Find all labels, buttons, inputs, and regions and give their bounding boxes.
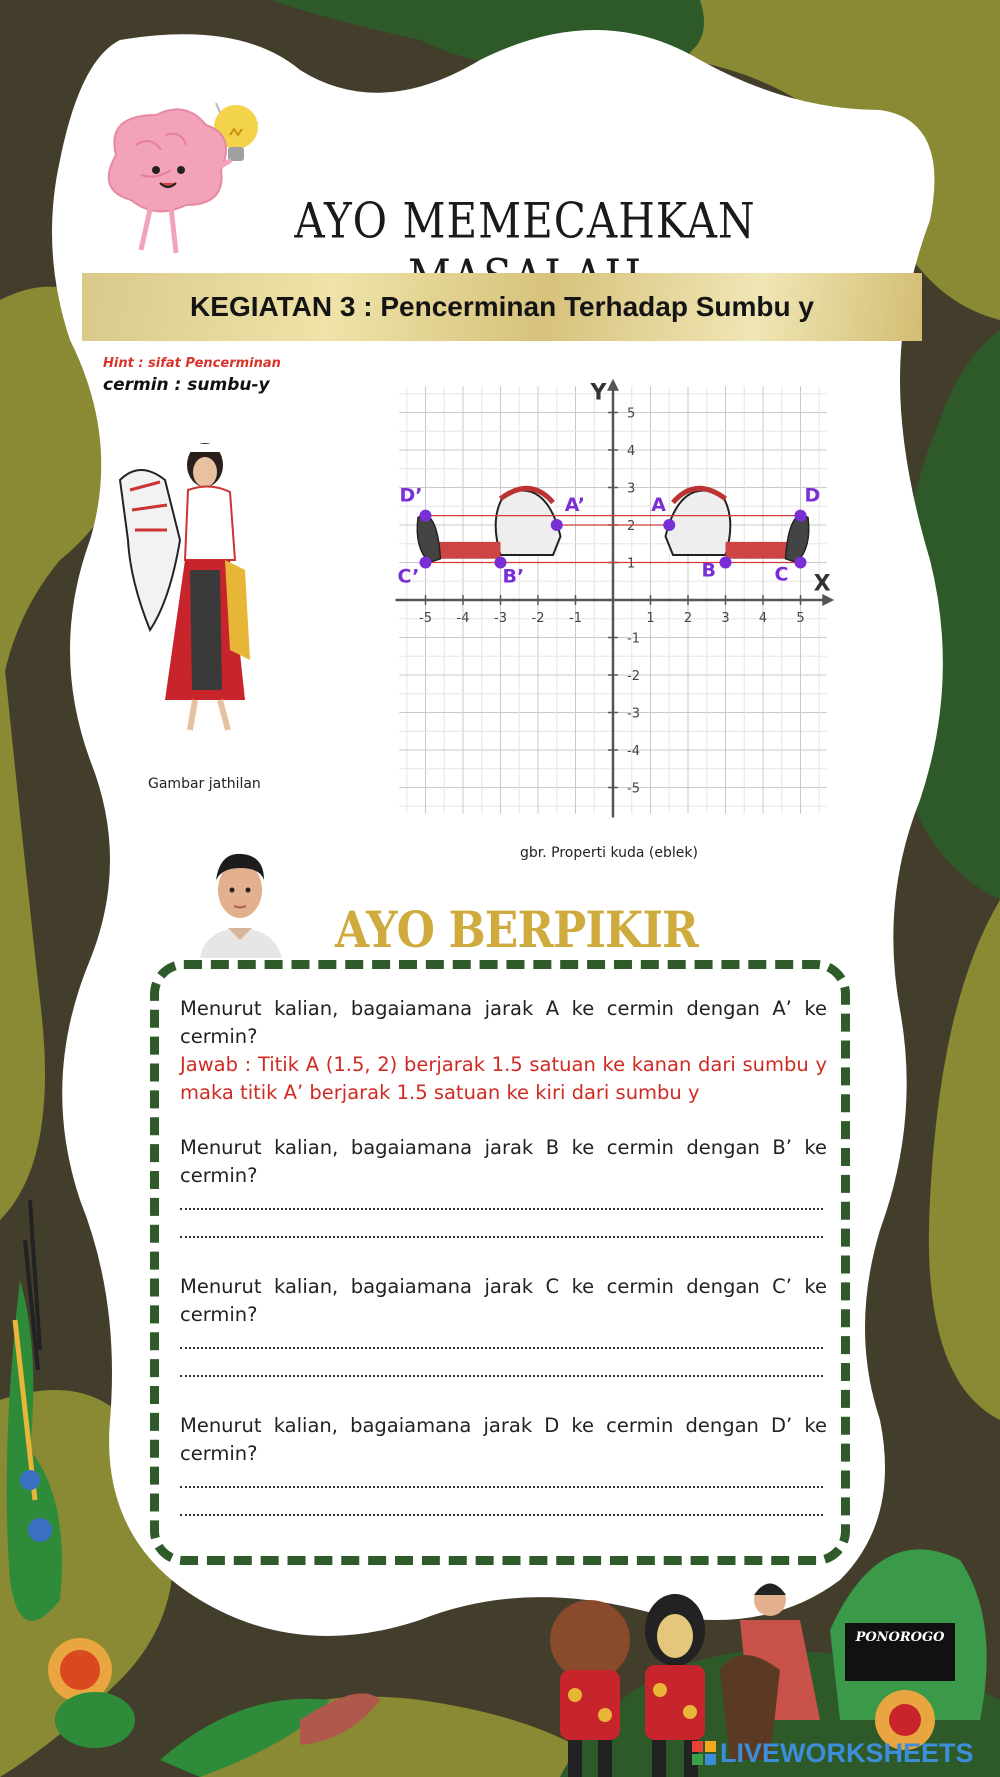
question-2: Menurut kalian, bagaiamana jarak B ke cermin dengan B’ ke cermin?	[180, 1136, 827, 1187]
x-axis-label: X	[813, 571, 831, 597]
point-B	[720, 557, 732, 569]
y-tick-label: 3	[627, 481, 636, 497]
y-tick-label: -3	[627, 706, 640, 722]
point-D	[795, 510, 807, 522]
activity-banner	[82, 273, 922, 341]
x-tick-label: 2	[683, 611, 693, 626]
x-tick-label: -3	[494, 611, 507, 626]
point-label: A	[651, 494, 666, 516]
ponorogo-sign: PONOROGO	[855, 1630, 945, 1645]
reog-decoration	[0, 1200, 1000, 1777]
hint-label: Hint : sifat Pencerminan	[103, 356, 281, 371]
y-tick-label: -1	[627, 631, 640, 647]
x-tick-label: -2	[531, 611, 545, 626]
y-tick-label: 1	[627, 556, 636, 572]
y-axis-label: Y	[590, 380, 607, 406]
liveworksheets-brand[interactable]: LIVEWORKSHEETS	[720, 1738, 974, 1768]
section-heading: AYO BERPIKIR	[335, 900, 698, 959]
x-tick-label: -1	[569, 611, 582, 626]
horse-body	[726, 542, 794, 559]
horse-tail	[786, 516, 809, 563]
student-photo	[190, 840, 290, 958]
x-tick-label: 1	[646, 611, 655, 626]
point-C’	[420, 557, 432, 569]
question-3: Menurut kalian, bagaiamana jarak C ke cermin dengan C’ ke cermin?	[180, 1275, 827, 1326]
question-1: Menurut kalian, bagaiamana jarak A ke cermin dengan A’ ke cermin?	[180, 997, 827, 1048]
y-tick-label: 2	[627, 519, 636, 534]
graph-caption: gbr. Properti kuda (eblek)	[520, 845, 698, 861]
activity-title: KEGIATAN 3 : Pencerminan Terhadap Sumbu y	[190, 291, 814, 322]
y-axis-arrow	[607, 379, 619, 391]
x-tick-label: 4	[758, 611, 768, 626]
y-tick-label: -2	[627, 669, 640, 684]
answer-1: Jawab : Titik A (1.5, 2) berjarak 1.5 satuan ke kanan dari sumbu y maka titik A’ berjarak 1.5 satuan ke kiri dari sumbu y	[180, 1053, 827, 1104]
horse-tail	[417, 516, 440, 563]
y-tick-label: -4	[627, 744, 640, 759]
page-title: AYO MEMECAHKAN	[294, 192, 756, 249]
point-C	[795, 557, 807, 569]
question-4: Menurut kalian, bagaiamana jarak D ke cermin dengan D’ ke cermin?	[180, 1414, 827, 1465]
point-A’	[551, 519, 563, 531]
hint-mirror: cermin : sumbu-y	[103, 375, 270, 395]
liveworksheets-logo-icon	[692, 1741, 716, 1765]
horse-body	[433, 542, 501, 559]
x-tick-label: 3	[721, 611, 730, 626]
point-label: C	[774, 563, 789, 586]
x-tick-label: 5	[796, 611, 805, 626]
dancer-caption: Gambar jathilan	[148, 776, 261, 792]
jathilan-dancer-image	[110, 430, 270, 750]
coordinate-graph	[388, 375, 848, 825]
y-tick-label: -5	[627, 781, 640, 797]
point-D’	[420, 510, 432, 522]
y-tick-label: 4	[627, 444, 636, 459]
point-label: C’	[397, 565, 420, 588]
x-tick-label: -4	[456, 611, 470, 626]
point-label: D	[804, 484, 821, 507]
y-tick-label: 5	[627, 406, 636, 422]
point-label: B’	[502, 565, 525, 588]
point-label: A’	[564, 494, 585, 516]
point-label: B	[701, 559, 716, 582]
x-tick-label: -5	[419, 611, 432, 626]
point-A	[663, 519, 675, 531]
point-label: D’	[399, 484, 423, 507]
